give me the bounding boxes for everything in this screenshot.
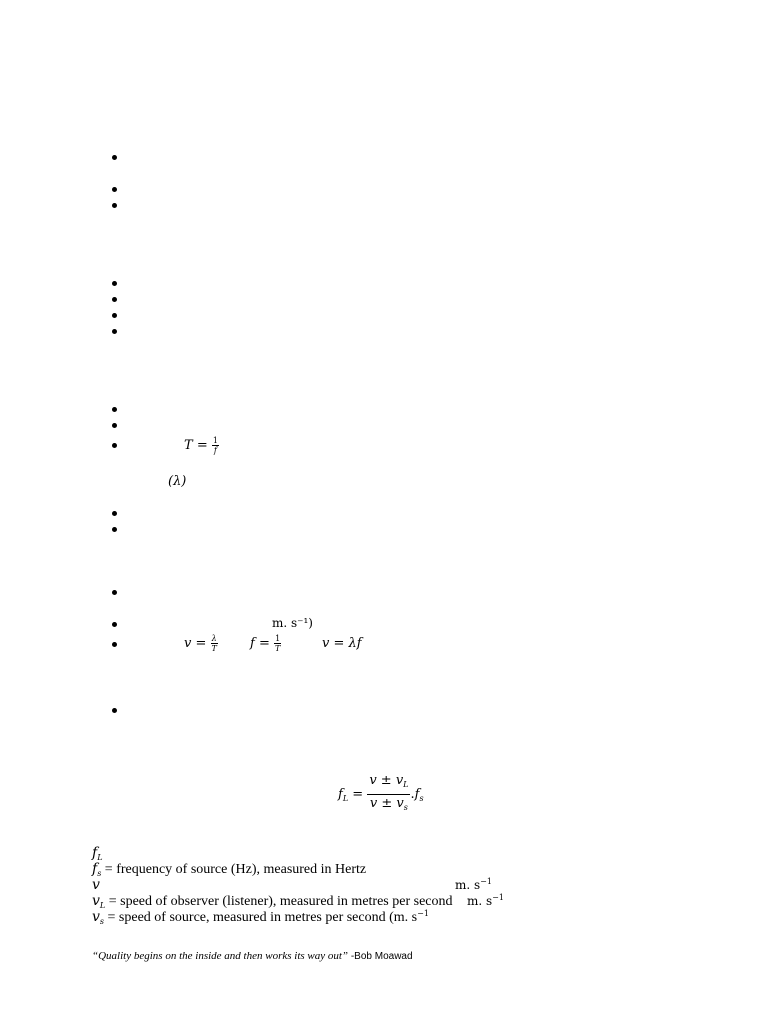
closing-quote — [92, 950, 413, 962]
bullet — [111, 641, 119, 649]
bullet — [111, 280, 119, 288]
wave-equation: v = λf — [322, 636, 362, 651]
bullet — [111, 406, 119, 414]
bullet — [111, 707, 119, 715]
speed-unit: m. s⁻¹) — [272, 616, 313, 630]
bullet — [111, 510, 119, 518]
definition-fL: $f_L$ — [92, 845, 103, 862]
definition-v: v — [92, 877, 100, 893]
definition-vL: $v_L$ = speed of observer (listener), measured in metres per second — [92, 893, 453, 910]
bullet — [111, 589, 119, 597]
period-equation: T = $\frac{1}{f}$ — [184, 436, 218, 455]
quote-text: “Quality begins on the inside and then works its way out” — [92, 950, 349, 962]
definition-vL-unit: m. $s^{-1}$ — [467, 893, 504, 908]
bullet — [111, 422, 119, 430]
frequency-period-equation: f = $\frac{1}{T}$ — [250, 634, 281, 653]
definition-fs: $f_s$ = frequency of source (Hz), measured in Hertz — [92, 861, 367, 878]
bullet — [111, 526, 119, 534]
bullet — [111, 621, 119, 629]
quote-author: -Bob Moawad — [348, 951, 413, 962]
bullet — [111, 328, 119, 336]
definition-vs: $v_s$ = speed of source, measured in metres per second (m. $s^{-1}$ — [92, 909, 429, 926]
bullet — [111, 312, 119, 320]
bullet — [111, 296, 119, 304]
bullet — [111, 442, 119, 450]
wavelength-symbol: (λ) — [168, 474, 187, 489]
bullet — [111, 186, 119, 194]
doppler-equation: $f_L$ = $\frac{v \pm v_L}{v \pm v_s}$ $.f_s$ — [338, 773, 424, 812]
speed-wavelength-equation: v = $\frac{\lambda}{T}$ — [184, 634, 217, 653]
bullet — [111, 154, 119, 162]
definition-v-unit: m. $s^{-1}$ — [455, 877, 492, 892]
bullet — [111, 202, 119, 210]
